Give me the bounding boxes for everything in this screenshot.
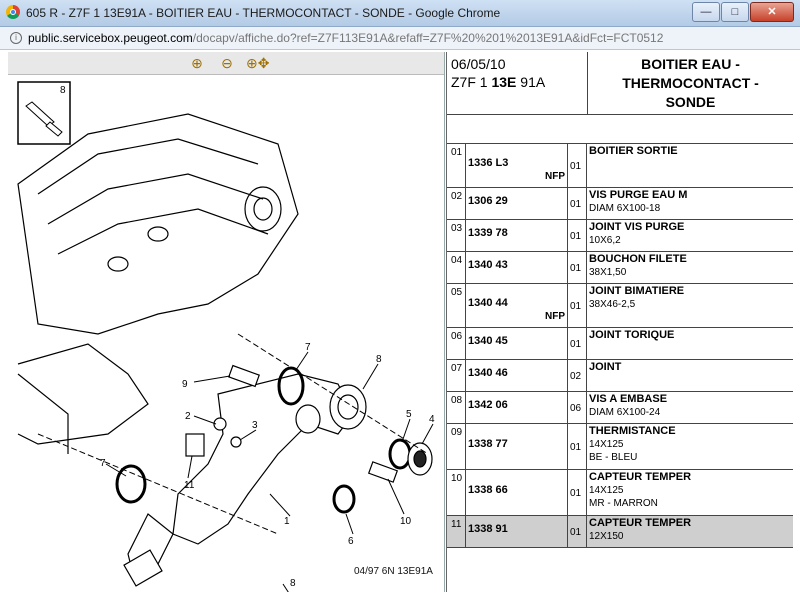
part-description-cell bbox=[587, 144, 793, 187]
joint-7-bottom bbox=[117, 466, 145, 502]
sensor-11 bbox=[186, 434, 204, 456]
header-code-bold: 13E bbox=[491, 74, 517, 90]
url-path: /docapv/affiche.do?ref=Z7F113E91A&refaff=Z7F%20%201%2013E91A&idFct=FCT0512 bbox=[192, 31, 664, 45]
callout-10: 10 bbox=[400, 516, 412, 527]
part-number-cell bbox=[447, 188, 466, 219]
part-reference: 1336 L3 bbox=[468, 157, 509, 169]
callout-4: 4 bbox=[429, 414, 435, 425]
part-description-cell bbox=[587, 516, 793, 547]
nfp-flag: NFP bbox=[545, 171, 565, 182]
header-title-line2: THERMOCONTACT - bbox=[622, 75, 759, 91]
close-button[interactable]: ✕ bbox=[750, 2, 794, 22]
part-detail: DIAM 6X100-24 bbox=[589, 407, 661, 418]
part-detail: DIAM 6X100-18 bbox=[589, 203, 661, 214]
part-name: CAPTEUR TEMPER bbox=[589, 517, 692, 529]
url-host: public.servicebox.peugeot.com bbox=[28, 31, 193, 45]
part-description-cell bbox=[587, 252, 793, 283]
part-number: 06 bbox=[451, 331, 463, 342]
zoom-out-icon[interactable]: ⊖ bbox=[221, 55, 233, 71]
parts-row[interactable] bbox=[447, 252, 793, 284]
part-reference-cell bbox=[466, 360, 568, 391]
window-controls bbox=[692, 2, 794, 22]
part-name: VIS PURGE EAU M bbox=[589, 189, 688, 201]
parts-table bbox=[447, 144, 793, 548]
part-quantity-cell bbox=[568, 470, 587, 515]
part-reference: 1340 44 bbox=[468, 297, 508, 309]
part-reference-cell bbox=[466, 144, 568, 187]
part-reference: 1306 29 bbox=[468, 195, 508, 207]
part-reference-cell bbox=[466, 220, 568, 251]
part-description-cell bbox=[587, 220, 793, 251]
part-quantity: 01 bbox=[570, 301, 582, 312]
diagram-toolbar bbox=[8, 52, 444, 75]
part-quantity: 01 bbox=[570, 161, 582, 172]
part-reference: 1340 46 bbox=[468, 367, 508, 379]
part-number-cell bbox=[447, 516, 466, 547]
part-quantity: 01 bbox=[570, 339, 582, 350]
part-number-cell bbox=[447, 392, 466, 423]
callout-2: 2 bbox=[185, 411, 191, 422]
part-reference: 1342 06 bbox=[468, 399, 508, 411]
part-number: 04 bbox=[451, 255, 463, 266]
part-description-cell bbox=[587, 470, 793, 515]
part-reference: 1340 45 bbox=[468, 335, 508, 347]
part-quantity-cell bbox=[568, 360, 587, 391]
exploded-parts-diagram[interactable] bbox=[8, 74, 444, 592]
header-title bbox=[588, 52, 793, 115]
part-detail: 12X150 bbox=[589, 531, 624, 542]
part-number-cell bbox=[447, 360, 466, 391]
part-number: 07 bbox=[451, 363, 463, 374]
part-quantity: 01 bbox=[570, 442, 582, 453]
part-number-cell bbox=[447, 328, 466, 359]
part-name: VIS A EMBASE bbox=[589, 393, 668, 405]
callout-7-bottom: 7 bbox=[100, 458, 106, 469]
part-number-cell bbox=[447, 144, 466, 187]
part-detail: 10X6,2 bbox=[589, 235, 621, 246]
parts-row[interactable] bbox=[447, 328, 793, 360]
parts-row[interactable] bbox=[447, 284, 793, 328]
part-reference-cell bbox=[466, 252, 568, 283]
callout-5: 5 bbox=[406, 409, 412, 420]
parts-row[interactable] bbox=[447, 470, 793, 516]
address-bar[interactable] bbox=[0, 27, 800, 50]
zoom-pan-icon[interactable]: ⊕✥ bbox=[246, 55, 270, 71]
part-quantity-cell bbox=[568, 516, 587, 547]
inset-label: 8 bbox=[60, 85, 66, 96]
part-description-cell bbox=[587, 328, 793, 359]
part-quantity-cell bbox=[568, 328, 587, 359]
part-description-cell bbox=[587, 360, 793, 391]
part-description-cell bbox=[587, 424, 793, 469]
nfp-flag: NFP bbox=[545, 311, 565, 322]
part-number: 03 bbox=[451, 223, 463, 234]
part-detail: 38X46-2,5 bbox=[589, 299, 636, 310]
callout-7-top: 7 bbox=[305, 342, 311, 353]
joint-5 bbox=[390, 440, 410, 468]
part-number: 11 bbox=[451, 519, 462, 530]
page-info-icon[interactable]: i bbox=[10, 32, 22, 44]
sensor-9 bbox=[229, 366, 259, 387]
part-number-cell bbox=[447, 424, 466, 469]
part-quantity-cell bbox=[568, 144, 587, 187]
part-name: THERMISTANCE bbox=[589, 425, 676, 437]
parts-row[interactable] bbox=[447, 144, 793, 188]
part-name: JOINT BIMATIERE bbox=[589, 285, 685, 297]
water-housing bbox=[124, 374, 366, 586]
part-quantity: 01 bbox=[570, 527, 582, 538]
part-quantity-cell bbox=[568, 392, 587, 423]
chrome-logo-icon bbox=[6, 5, 20, 19]
part-reference: 1338 66 bbox=[468, 484, 508, 496]
part-quantity: 01 bbox=[570, 263, 582, 274]
part-reference-cell bbox=[466, 188, 568, 219]
diagram-reference: 04/97 6N 13E91A bbox=[354, 566, 433, 577]
header-title-line3: SONDE bbox=[665, 94, 716, 110]
url-text[interactable] bbox=[28, 31, 663, 45]
part-reference-cell bbox=[466, 284, 568, 327]
callout-1: 1 bbox=[284, 516, 290, 527]
part-reference-cell bbox=[466, 392, 568, 423]
part-number-cell bbox=[447, 284, 466, 327]
parts-pane bbox=[446, 52, 793, 592]
part-quantity: 06 bbox=[570, 403, 582, 414]
diagram-pane bbox=[8, 52, 445, 592]
part-number-cell bbox=[447, 470, 466, 515]
part-quantity: 01 bbox=[570, 488, 582, 499]
part-quantity-cell bbox=[568, 424, 587, 469]
parts-row[interactable] bbox=[447, 220, 793, 252]
header-title-line1: BOITIER EAU - bbox=[641, 56, 740, 72]
part-name: CAPTEUR TEMPER bbox=[589, 471, 692, 483]
part-number-cell bbox=[447, 220, 466, 251]
part-name: BOITIER SORTIE bbox=[589, 145, 678, 157]
part-quantity: 01 bbox=[570, 199, 582, 210]
joint-6 bbox=[334, 486, 354, 512]
parts-row[interactable] bbox=[447, 392, 793, 424]
part-number: 08 bbox=[451, 395, 463, 406]
part-detail: MR - MARRON bbox=[589, 498, 658, 509]
part-quantity-cell bbox=[568, 220, 587, 251]
part-number: 10 bbox=[451, 473, 463, 484]
part-name: JOINT TORIQUE bbox=[589, 329, 675, 341]
header-code-prefix: Z7F 1 bbox=[451, 74, 492, 90]
callout-11: 11 bbox=[184, 480, 195, 491]
part-reference: 1339 78 bbox=[468, 227, 508, 239]
part-reference-cell bbox=[466, 328, 568, 359]
zoom-in-icon[interactable]: ⊕ bbox=[191, 55, 203, 71]
part-reference-cell bbox=[466, 424, 568, 469]
parts-row[interactable] bbox=[447, 360, 793, 392]
part-quantity: 02 bbox=[570, 371, 582, 382]
part-reference: 1338 91 bbox=[468, 523, 508, 535]
seal-3 bbox=[231, 437, 241, 447]
part-description-cell bbox=[587, 188, 793, 219]
parts-row[interactable] bbox=[447, 424, 793, 470]
part-detail: BE - BLEU bbox=[589, 452, 638, 463]
header-info bbox=[447, 52, 588, 115]
header-code-suffix: 91A bbox=[516, 74, 546, 90]
parts-row[interactable] bbox=[447, 188, 793, 220]
part-reference-cell bbox=[466, 516, 568, 547]
callout-8-bottom: 8 bbox=[290, 578, 296, 589]
part-name: JOINT bbox=[589, 361, 622, 373]
callout-6: 6 bbox=[348, 536, 354, 547]
part-name: JOINT VIS PURGE bbox=[589, 221, 685, 233]
part-number: 01 bbox=[451, 147, 463, 158]
header-code bbox=[451, 74, 545, 90]
callout-9: 9 bbox=[182, 379, 188, 390]
part-quantity-cell bbox=[568, 188, 587, 219]
callout-8-top: 8 bbox=[376, 354, 382, 365]
part-quantity-cell bbox=[568, 252, 587, 283]
header-spacer bbox=[447, 115, 793, 144]
part-detail: 14X125 bbox=[589, 439, 624, 450]
part-description-cell bbox=[587, 284, 793, 327]
part-quantity: 01 bbox=[570, 231, 582, 242]
part-number: 02 bbox=[451, 191, 463, 202]
minimize-button[interactable]: — bbox=[692, 2, 720, 22]
part-name: BOUCHON FILETE bbox=[589, 253, 687, 265]
header-date: 06/05/10 bbox=[451, 56, 506, 72]
part-reference: 1340 43 bbox=[468, 259, 508, 271]
window-title: 605 R - Z7F 1 13E91A - BOITIER EAU - THERMOCONTACT - SONDE - Google Chrome bbox=[26, 6, 501, 20]
callout-3: 3 bbox=[252, 420, 258, 431]
part-reference: 1338 77 bbox=[468, 438, 508, 450]
part-number: 09 bbox=[451, 427, 463, 438]
part-detail: 14X125 bbox=[589, 485, 624, 496]
part-description-cell bbox=[587, 392, 793, 423]
part-number-cell bbox=[447, 252, 466, 283]
parts-row[interactable] bbox=[447, 516, 793, 548]
part-quantity-cell bbox=[568, 284, 587, 327]
part-detail: 38X1,50 bbox=[589, 267, 627, 278]
maximize-button[interactable]: □ bbox=[721, 2, 749, 22]
window-title-bar bbox=[0, 0, 800, 27]
part-reference-cell bbox=[466, 470, 568, 515]
part-number: 05 bbox=[451, 287, 463, 298]
